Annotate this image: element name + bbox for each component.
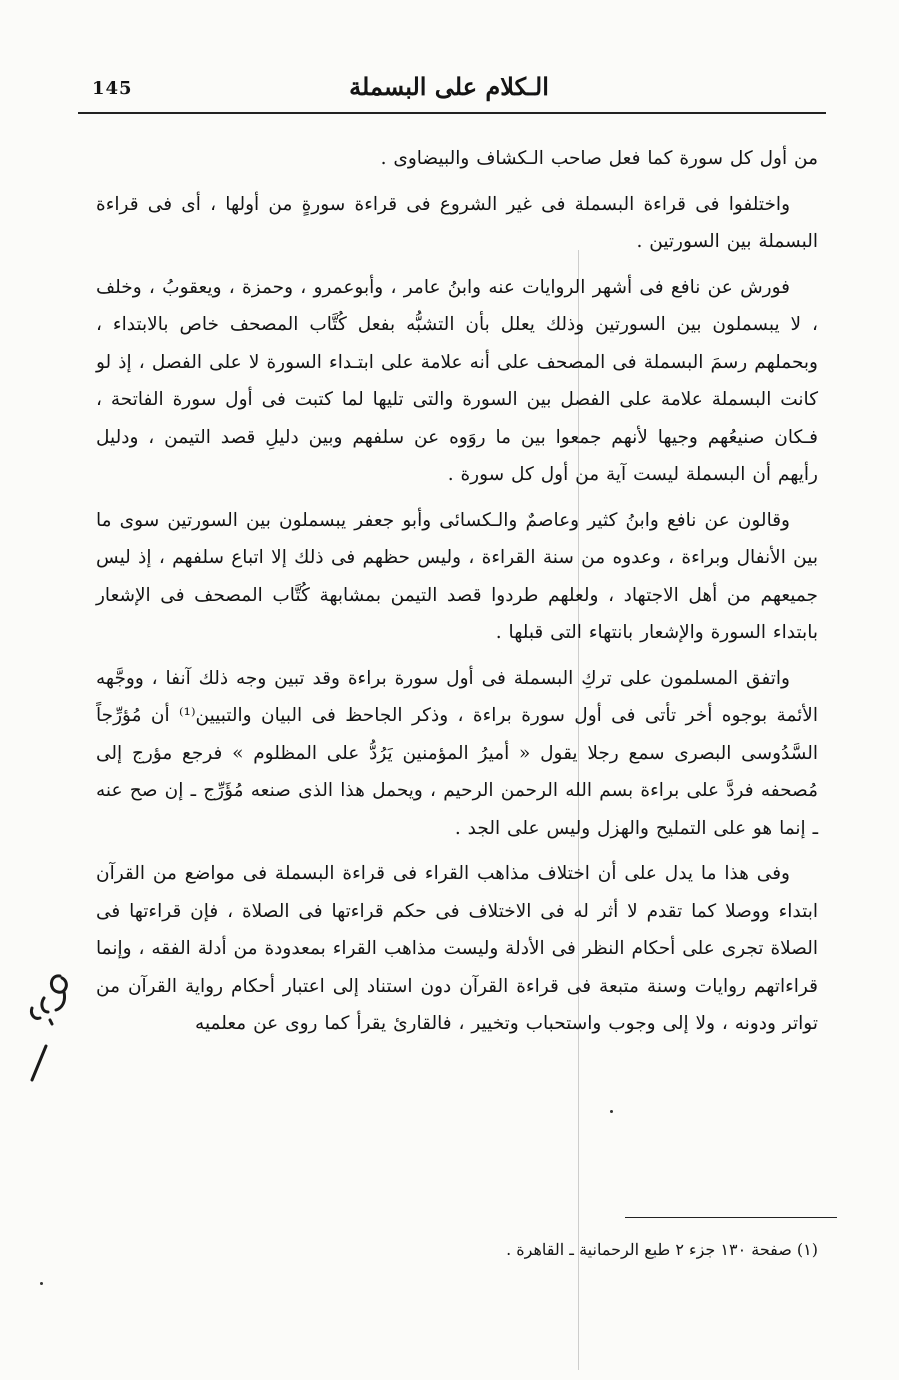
handwritten-margin-mark [20, 968, 80, 1098]
scan-speck [610, 1110, 613, 1113]
scan-speck [40, 1282, 43, 1285]
paragraph-6: وفى هذا ما يدل على أن اختلاف مذاهب القراء فى قراءة البسملة فى مواضع من القرآن ابتداء ووصلا كما تقدم لا أثر له فى الاختلاف فى حكم قراءتها فى الصلاة ، فإن قراءتها فى الصلاة تجرى على أحكام النظر فى الأدلة وليست مذاهب القراء بمعدودة من أدلة الفقه ، وإنما قراءاتهم روايات وسنة متبعة فى قراءة القرآن دون استناد إلى اعتبار أحكام رواية القرآن من تواتر ودونه ، ولا إلى وجوب واستحباب وتخيير ، فالقارئ يقرأ كما روى عن معلميه [96, 863, 818, 1034]
header-rule [78, 112, 826, 114]
running-head [78, 68, 820, 112]
chapter-title: الـكلام على البسملة [349, 72, 549, 101]
paragraph-1: من أول كل سورة كما فعل صاحب الـكشاف والبيضاوى . [380, 148, 818, 169]
footnote-rule [625, 1217, 837, 1218]
page-number: 145 [92, 78, 133, 99]
paragraph-2: واختلفوا فى قراءة البسملة فى غير الشروع فى قراءة سورةٍ من أولها ، أى فى قراءة البسملة بين السورتين . [96, 193, 818, 252]
footnote: (١) صفحة ١٣٠ جزء ٢ طبع الرحمانية ـ القاهرة . [506, 1240, 818, 1259]
body-text [96, 140, 818, 1043]
paragraph-5: واتفق المسلمون على تركِ البسملة فى أول سورة براءة وقد تبين وجه ذلك آنفا ، ووجَّهه الأئمة بوجوه أخر تأتى فى أول سورة براءة ، وذكر الجاحظ فى البيان والتبيين⁽¹⁾ أن مُؤرِّجاً السَّدُوسى البصرى سمع رجلا يقول « أميرُ المؤمنين يَرُدُّ على المظلوم » فرجع مؤرج إلى مُصحفه فردَّ على براءة بسم الله الرحمن الرحيم ، ويحمل هذا الذى صنعه مُؤَرِّج ـ إن صح عنه ـ إنما هو على التمليح والهزل وليس على الجد . [96, 667, 818, 839]
paragraph-3: فورش عن نافع فى أشهر الروايات عنه وابنُ عامر ، وأبوعمرو ، وحمزة ، ويعقوبُ ، وخلف ، لا يبسملون بين السورتين وذلك يعلل بأن التشبُّه بفعل كُتَّاب المصحف خاص بالابتداء ، وبحملهم رسمَ البسملة فى المصحف على أنه علامة على ابتـداء السورة لا على الفصل ، إذ لو كانت البسملة علامة على الفصل بين السورة والتى تليها لما كتبت فى أول سورة الفاتحة ، فـكان صنيعُهم وجيها لأنهم جمعوا بين ما روَوه عن سلفهم وبين دليلِ قصد التيمن ، ودليل رأيهم أن البسملة ليست آية من أول كل سورة . [96, 276, 818, 485]
paragraph-4: وقالون عن نافع وابنُ كثير وعاصمٌ والـكسائى وأبو جعفر يبسملون بين السورتين سوى ما بين الأنفال وبراءة ، وعدوه من سنة القراءة ، وليس حظهم فى ذلك إلا اتباع سلفهم ، إذ ليس جميعهم من أهل الاجتهاد ، ولعلهم طردوا قصد التيمن بمشابهة كُتَّاب المصحف فى الإشعار بابتداء السورة والإشعار بانتهاء التى قبلها . [96, 509, 818, 643]
